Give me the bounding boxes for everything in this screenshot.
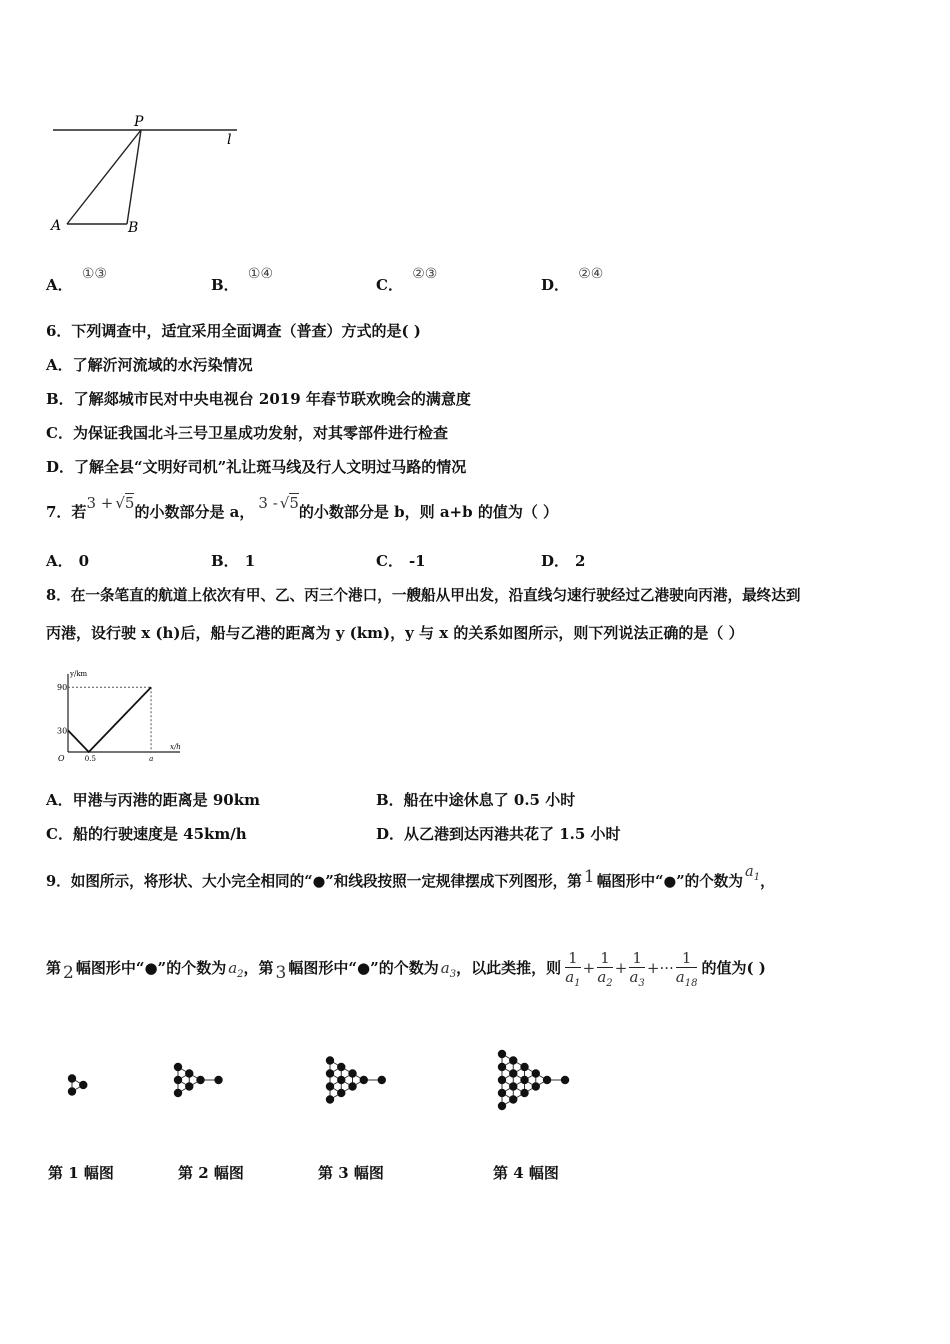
option-letter: B．: [211, 276, 239, 294]
sqrt-symbol: √: [279, 494, 290, 512]
y-tick-label: 30: [57, 726, 68, 736]
option-content: 0: [78, 552, 90, 570]
q6-option-a[interactable]: A．了解沂河流域的水污染情况: [46, 356, 253, 374]
pattern-dot: [498, 1063, 506, 1071]
pattern-dot: [185, 1069, 193, 1077]
option-content: ①③: [81, 266, 107, 282]
x-tick-label: 0.5: [84, 755, 96, 763]
pattern-dot: [348, 1069, 356, 1077]
q6-stem: 6．下列调查中，适宜采用全面调查（普查）方式的是( ): [46, 322, 421, 340]
q8-option-d[interactable]: D．从乙港到达丙港共花了 1.5 小时: [376, 825, 621, 843]
q9-text: ，第: [243, 959, 274, 977]
q9-text: 幅图形中“●”的个数为: [75, 959, 227, 977]
pattern-dot: [214, 1076, 222, 1084]
series-line: [68, 687, 151, 752]
pattern-dot: [498, 1089, 506, 1097]
q7-mid: 的小数部分是 a，: [134, 503, 255, 521]
var-letter: a: [744, 863, 754, 880]
option-letter: C．: [376, 276, 403, 294]
q5-option-c[interactable]: [376, 266, 438, 295]
label-l: l: [227, 132, 232, 148]
dot-pattern-group: [68, 1050, 569, 1110]
pattern-dot: [520, 1076, 528, 1084]
pattern-dot: [378, 1076, 386, 1084]
var-subscript: 2: [606, 978, 613, 989]
pattern-dot: [348, 1082, 356, 1090]
numerator: 1: [565, 949, 581, 968]
q9-text: 幅图形中“●”的个数为: [288, 959, 439, 977]
fraction: [676, 949, 698, 989]
fraction: [597, 949, 613, 989]
var-letter: a: [440, 959, 450, 977]
radicand: 5: [124, 494, 135, 512]
option-content: ①④: [247, 266, 274, 282]
pattern-dot: [337, 1076, 345, 1084]
option-letter: B．: [211, 552, 239, 570]
expr2-text: 3 -: [258, 494, 278, 512]
pattern-dot: [509, 1095, 517, 1103]
pattern-dot: [185, 1082, 193, 1090]
pattern-dot: [326, 1069, 334, 1077]
caption-figure-3: 第 3 幅图: [318, 1164, 384, 1182]
q7-option-a[interactable]: [46, 550, 89, 571]
ellipsis-plus: +···: [646, 959, 674, 977]
pattern-dot: [498, 1050, 506, 1058]
numerator: 1: [676, 949, 698, 968]
var-subscript: 3: [449, 969, 457, 980]
var-subscript: 1: [753, 872, 761, 883]
q7-option-c[interactable]: [376, 550, 426, 571]
denominator: [565, 968, 581, 989]
q9-var-a2: [228, 959, 244, 980]
pattern-dot: [174, 1089, 182, 1097]
pattern-dot: [532, 1069, 540, 1077]
var-letter: a: [629, 968, 639, 986]
q7-option-d[interactable]: [541, 550, 585, 571]
pattern-dot: [543, 1076, 551, 1084]
q8-stem-line2: 丙港，设行驶 x (h)后，船与乙港的距离为 y (km)，y 与 x 的关系如图所示，则下列说法正确的是（ ）: [46, 624, 744, 642]
x-tick-label: a: [149, 755, 154, 763]
option-content: 1: [244, 552, 256, 570]
q9-sum-expression: [565, 949, 697, 989]
pattern-dot: [196, 1076, 204, 1084]
numerator: 1: [597, 949, 613, 968]
option-letter: C．: [376, 552, 403, 570]
option-content: ②③: [412, 266, 438, 282]
option-letter: D．: [541, 276, 570, 294]
q9-stem-line2: [46, 942, 766, 994]
pattern-dot: [79, 1081, 87, 1089]
fraction: [565, 949, 581, 989]
caption-figure-2: 第 2 幅图: [178, 1164, 244, 1182]
q6-option-d[interactable]: D．了解全县“文明好司机”礼让斑马线及行人文明过马路的情况: [46, 458, 467, 476]
q9-text: 第: [46, 959, 62, 977]
label-a: A: [51, 218, 62, 234]
q5-option-b[interactable]: [211, 266, 274, 295]
y-axis-label: y/km: [70, 670, 88, 678]
pattern-dot: [498, 1076, 506, 1084]
q7-expr2: [258, 494, 299, 512]
pattern-dot: [498, 1102, 506, 1110]
label-p: P: [134, 114, 144, 130]
var-letter: a: [565, 968, 575, 986]
q7-prefix: 7．若: [46, 503, 87, 521]
q9-num: 1: [583, 867, 595, 887]
var-subscript: 3: [638, 978, 645, 989]
option-content: 2: [575, 552, 586, 570]
q8-option-c[interactable]: C．船的行驶速度是 45km/h: [46, 825, 247, 843]
q9-var-a3: [440, 959, 457, 980]
denominator: [676, 968, 698, 989]
q9-text: ，以此类推，则: [456, 959, 562, 977]
denominator: [629, 968, 645, 989]
q9-text: 幅图形中“●”的个数为: [596, 873, 743, 890]
q9-text: 的值为( ): [701, 959, 766, 977]
q7-stem: [46, 492, 558, 532]
expr1-text: 3 +: [86, 494, 114, 512]
q5-geometry-figure: [45, 110, 245, 240]
pattern-dot: [509, 1069, 517, 1077]
q8-stem-line1: 8．在一条笔直的航道上依次有甲、乙、丙三个港口，一艘船从甲出发，沿直线匀速行驶经过乙港驶向丙港，最终达到: [46, 587, 801, 604]
x-axis-label: x/h: [170, 743, 181, 751]
q8-line-chart: [52, 668, 184, 768]
option-content: -1: [408, 552, 426, 570]
q9-num: 3: [275, 963, 287, 983]
pattern-dot: [68, 1074, 76, 1082]
var-letter: a: [597, 968, 607, 986]
q7-option-b[interactable]: [211, 550, 255, 571]
var-subscript: 18: [684, 978, 698, 989]
pattern-dot: [520, 1089, 528, 1097]
var-letter: a: [228, 959, 238, 977]
q6-option-b[interactable]: B．了解郯城市民对中央电视台 2019 年春节联欢晚会的满意度: [46, 390, 471, 408]
q9-text: ，: [760, 873, 775, 890]
caption-figure-4: 第 4 幅图: [493, 1164, 559, 1182]
radicand: 5: [289, 494, 299, 512]
option-letter: A．: [46, 552, 73, 570]
q5-option-d[interactable]: [541, 266, 604, 295]
pattern-dot: [326, 1095, 334, 1103]
pattern-dot: [337, 1063, 345, 1071]
option-letter: D．: [541, 552, 570, 570]
q8-option-b[interactable]: B．船在中途休息了 0.5 小时: [376, 791, 576, 809]
plus-sign: +: [614, 959, 628, 977]
var-subscript: 1: [574, 978, 581, 989]
pattern-dot: [337, 1089, 345, 1097]
plus-sign: +: [582, 959, 596, 977]
pattern-dot: [174, 1063, 182, 1071]
q5-option-a[interactable]: [46, 266, 107, 295]
pattern-dot: [326, 1082, 334, 1090]
q7-suffix: 的小数部分是 b，则 a+b 的值为（ ）: [298, 503, 559, 521]
label-b: B: [128, 220, 139, 236]
q6-option-c[interactable]: C．为保证我国北斗三号卫星成功发射，对其零部件进行检查: [46, 424, 448, 442]
pattern-dot: [509, 1082, 517, 1090]
q9-text: 9．如图所示，将形状、大小完全相同的“●”和线段按照一定规律摆成下列图形，第: [46, 873, 582, 890]
pattern-dot: [68, 1087, 76, 1095]
caption-figure-1: 第 1 幅图: [48, 1164, 114, 1182]
q9-dot-figures: [40, 1020, 660, 1150]
pattern-dot: [520, 1063, 528, 1071]
pattern-dot: [174, 1076, 182, 1084]
sqrt-symbol: √: [115, 494, 125, 512]
q7-expr1: [86, 494, 134, 512]
fraction: [629, 949, 645, 989]
numerator: 1: [629, 949, 645, 968]
y-tick-label: 90: [57, 683, 68, 693]
pattern-dot: [326, 1056, 334, 1064]
pattern-dot: [360, 1076, 368, 1084]
x-tick-label: O: [58, 754, 65, 763]
q9-var-a1: [744, 863, 761, 883]
q8-option-a[interactable]: A．甲港与丙港的距离是 90km: [46, 791, 261, 809]
pattern-dot: [532, 1082, 540, 1090]
denominator: [597, 968, 613, 989]
var-letter: a: [675, 968, 685, 986]
option-letter: A．: [46, 276, 73, 294]
q9-num: 2: [63, 963, 74, 983]
var-subscript: 2: [237, 969, 244, 980]
pattern-dot: [509, 1056, 517, 1064]
option-content: ②④: [578, 266, 604, 282]
q9-stem-line1: [46, 863, 775, 893]
pattern-dot: [561, 1076, 569, 1084]
segment-pa: [67, 130, 141, 224]
